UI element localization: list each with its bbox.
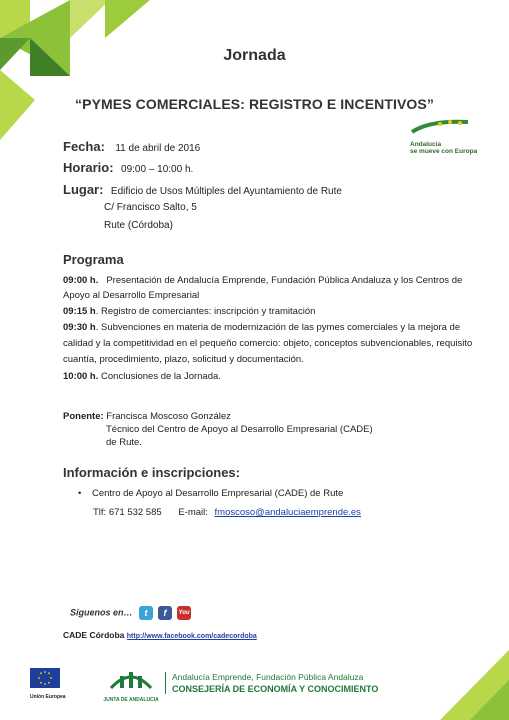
programa-text: . Subvenciones en materia de modernización de las pymes comerciales y la mejora de calidad y la competitividad en el pequeño comercio: objeto, conceptos subvencionables, requisito cuantía, procedimiento, plazo, solicitud y documentación. — [63, 322, 473, 365]
info-heading: Información e inscripciones: — [63, 465, 240, 480]
deco-shape — [70, 0, 110, 38]
org-line2: CONSEJERÍA DE ECONOMÍA Y CONOCIMIENTO — [172, 684, 379, 694]
bullet-icon: • — [78, 488, 82, 499]
fecha-row — [63, 138, 200, 156]
fecha-label: Fecha: — [63, 139, 105, 154]
horario-row — [63, 159, 193, 177]
andalucia-europa-logo — [410, 118, 480, 155]
contact-row — [93, 507, 361, 518]
lugar-line1: Edificio de Usos Múltiples del Ayuntamiento de Rute — [110, 186, 342, 197]
lugar-label: Lugar: — [63, 182, 104, 197]
follow-text: Síguenos en… — [70, 607, 133, 618]
programa-text: . Registro de comerciantes: inscripción y tramitación — [95, 306, 316, 317]
email-label: E-mail: — [178, 507, 208, 518]
programa-text: Conclusiones de la Jornada. — [101, 371, 221, 382]
twitter-icon[interactable]: t — [139, 606, 153, 620]
ponente-line3: de Rute. — [106, 437, 142, 448]
lugar-line2: C/ Francisco Salto, 5 — [104, 202, 197, 213]
facebook-icon[interactable]: f — [158, 606, 172, 620]
logo-line1: Andalucía — [410, 141, 442, 148]
lugar-line3: Rute (Córdoba) — [104, 220, 173, 231]
page-title: Jornada — [223, 47, 286, 64]
eu-label: Unión Europea — [30, 694, 66, 700]
org-line1: Andalucía Emprende, Fundación Pública Andaluza — [172, 672, 364, 682]
ponente-row — [63, 411, 231, 422]
programa-time: 10:00 h. — [63, 371, 99, 382]
page-subtitle: “PYMES COMERCIALES: REGISTRO E INCENTIVOS” — [75, 96, 434, 112]
decorative-triangles-bottom-right — [440, 650, 509, 720]
logo-swoosh-icon — [410, 118, 470, 136]
youtube-icon[interactable]: You — [177, 606, 191, 620]
programa-heading: Programa — [63, 252, 124, 267]
programa-item — [63, 369, 478, 384]
programa-time: 09:15 h — [63, 306, 96, 317]
lugar-row — [63, 181, 342, 199]
eu-flag-icon — [30, 668, 60, 688]
info-bullet-text: Centro de Apoyo al Desarrollo Empresarial (CADE) de Rute — [91, 488, 344, 499]
footer-org — [165, 672, 447, 694]
horario-value: 09:00 – 10:00 h. — [121, 164, 194, 175]
fecha-value: 11 de abril de 2016 — [115, 143, 201, 154]
junta-label: JUNTA DE ANDALUCIA — [103, 697, 159, 703]
tlf-text: Tlf: 671 532 585 — [93, 507, 162, 518]
logo-line2: se mueve con Europa — [410, 148, 478, 155]
ponente-name: Francisca Moscoso González — [106, 411, 231, 422]
follow-row — [70, 606, 196, 620]
programa-time: 09:30 h — [63, 322, 96, 333]
horario-label: Horario: — [63, 160, 114, 175]
programa-item — [63, 273, 478, 303]
deco-shape — [105, 0, 150, 38]
cade-label: CADE Córdoba — [63, 630, 125, 640]
programa-item — [63, 304, 478, 319]
programa-time: 09:00 h. — [63, 275, 99, 286]
facebook-link[interactable]: http://www.facebook.com/cadecordoba — [126, 633, 257, 640]
junta-shield-icon — [106, 666, 156, 692]
ponente-label: Ponente: — [63, 411, 104, 422]
junta-logo — [102, 666, 160, 703]
info-bullet-item — [78, 488, 343, 499]
email-link[interactable]: fmoscoso@andaluciaemprende.es — [214, 507, 361, 518]
ponente-line2: Técnico del Centro de Apoyo al Desarrollo Empresarial (CADE) — [106, 424, 373, 435]
programa-item — [63, 320, 478, 368]
decorative-triangles-top-left — [0, 0, 190, 140]
programa-text: Presentación de Andalucía Emprende, Fundación Pública Andaluza y los Centros de Apoyo al Desarrollo Empresarial — [63, 275, 463, 301]
eu-logo — [30, 668, 70, 700]
cade-row — [63, 630, 257, 640]
